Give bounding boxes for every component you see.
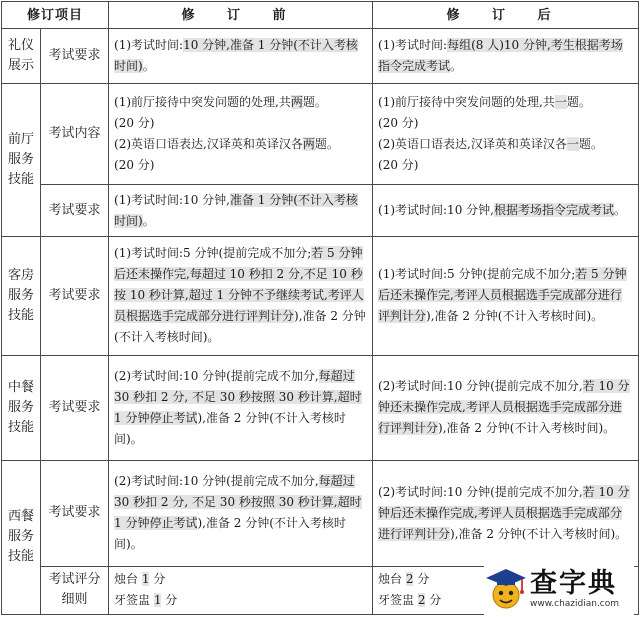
cell-line xyxy=(114,471,367,555)
text-run: (20 分) xyxy=(114,158,155,173)
after-text xyxy=(373,29,639,84)
table-row xyxy=(2,237,639,355)
before-text xyxy=(109,237,373,355)
before-text xyxy=(109,185,373,237)
cell-line xyxy=(378,92,633,113)
text-run: 。 xyxy=(613,203,626,218)
category-label: 中餐服务技能 xyxy=(7,379,34,435)
text-run: (1)考试时间: xyxy=(114,38,184,53)
table-row xyxy=(2,29,639,84)
logo-name: 查字典 xyxy=(530,567,617,599)
text-run: (20 分) xyxy=(378,116,419,131)
text-run: (1)考试时间: xyxy=(378,38,448,53)
text-run: 分 xyxy=(161,593,178,608)
text-run: 烛台 xyxy=(114,572,142,587)
table-row xyxy=(2,84,639,185)
revision-table xyxy=(1,1,639,615)
text-run: ),准备 2 分钟(不计入考核时间)。 xyxy=(114,410,346,446)
cell-line xyxy=(114,92,367,113)
sub-item-cell: 考试内容 xyxy=(41,84,109,185)
after-text xyxy=(373,237,639,355)
text-run: (2)考试时间:10 分钟(提前完成不加分, xyxy=(378,379,583,394)
text-run: (1)前厅接待中突发问题的处理,共 xyxy=(114,95,291,110)
cell-line xyxy=(378,35,633,77)
text-run: 题。 xyxy=(302,95,327,110)
text-run: (20 分) xyxy=(114,116,155,131)
text-run: (2)英语口语表达,汉译英和英译汉各 xyxy=(378,137,567,152)
text-run: 题。 xyxy=(578,137,603,152)
cell-line xyxy=(378,264,633,327)
before-text xyxy=(109,84,373,185)
category-cell xyxy=(2,29,41,84)
text-run: 。 xyxy=(142,213,155,228)
text-run: (1)前厅接待中突发问题的处理,共 xyxy=(378,95,555,110)
text-run: (1)考试时间:5 分钟(提前完成不加分; xyxy=(378,267,576,282)
revised-text: 一 xyxy=(554,95,567,110)
cell-line xyxy=(378,482,633,545)
text-run: (2)英语口语表达,汉译英和英译汉各 xyxy=(114,137,303,152)
cell-line xyxy=(114,134,367,155)
revised-text: 一 xyxy=(566,137,579,152)
sub-item-cell: 考试要求 xyxy=(41,29,109,84)
text-run: ),准备 2 分钟(不计入考核时间)。 xyxy=(114,309,366,345)
site-watermark-logo xyxy=(484,563,634,615)
revised-text: 准备 1 分钟(不计入考核时间) xyxy=(114,192,358,228)
table-row xyxy=(2,460,639,566)
header-after: 修 订 后 xyxy=(373,2,639,29)
text-run: 分 xyxy=(413,572,430,587)
text-run: 题。 xyxy=(566,95,591,110)
text-run: (20 分) xyxy=(378,158,419,173)
sub-item-cell: 考试要求 xyxy=(41,355,109,460)
text-run: (1)考试时间:10 分钟, xyxy=(114,192,230,207)
text-run: ),准备 2 分钟(不计入考核时间)。 xyxy=(114,516,346,552)
text-run: 牙签盅 xyxy=(378,593,418,608)
revised-text: 每超过 30 秒扣 2 分, 不足 30 秒按照 30 秒计算,超时 1 分钟停止考试 xyxy=(114,368,362,425)
logo-url: www.chazidian.com xyxy=(530,598,620,609)
revised-text: 每组(8 人)10 分钟,考生根据考场指令完成考试 xyxy=(378,38,623,74)
revised-text: 若 10 分钟后还未操作完成,考评人员根据选手完成部分进行评判计分 xyxy=(378,484,630,541)
sub-item-cell: 考试评分细则 xyxy=(41,566,109,614)
category-cell xyxy=(2,460,41,614)
table-row xyxy=(2,185,639,237)
cell-line xyxy=(378,155,633,176)
after-text xyxy=(373,84,639,185)
category-cell xyxy=(2,84,41,237)
after-text xyxy=(373,185,639,237)
cell-line xyxy=(378,376,633,439)
revised-text: 1 xyxy=(153,593,162,608)
category-label: 前厅服务技能 xyxy=(7,132,34,188)
cell-line xyxy=(378,134,633,155)
cell-line xyxy=(114,113,367,134)
text-run: (2)考试时间:10 分钟(提前完成不加分, xyxy=(114,474,319,489)
text-run: 分 xyxy=(425,593,442,608)
text-run: (1)考试时间:5 分钟(提前完成不加分; xyxy=(114,246,312,261)
category-label: 礼仪展示 xyxy=(7,38,34,74)
header-before: 修 订 前 xyxy=(109,2,373,29)
before-text xyxy=(109,355,373,460)
table-header-row xyxy=(2,2,639,29)
text-run: 分 xyxy=(149,572,166,587)
revised-text: 若 10 分钟还未操作完成,考评人员根据选手完成部分进行评判计分 xyxy=(378,379,630,436)
revised-text: 2 xyxy=(405,572,414,587)
category-cell xyxy=(2,355,41,460)
revised-text: 1 xyxy=(141,572,150,587)
revised-text: 2 xyxy=(417,593,426,608)
cell-line xyxy=(114,35,367,77)
cell-line xyxy=(114,155,367,176)
text-run: ),准备 2 分钟(不计入考核时间)。 xyxy=(450,526,628,541)
cell-line xyxy=(114,243,367,348)
before-text xyxy=(109,29,373,84)
after-text xyxy=(373,460,639,566)
text-run: (2)考试时间:10 分钟(提前完成不加分, xyxy=(114,368,319,383)
cell-line xyxy=(114,190,367,232)
category-label: 西餐服务技能 xyxy=(7,509,34,565)
revised-text: 两 xyxy=(290,95,303,110)
logo-text xyxy=(530,569,619,610)
sub-item-cell: 考试要求 xyxy=(41,460,109,566)
text-run: ),准备 2 分钟(不计入考核时间)。 xyxy=(426,309,604,324)
text-run: 。 xyxy=(450,59,463,74)
before-text xyxy=(109,566,373,614)
revised-text: 若 5 分钟后还未操作完,考评人员根据选手完成部分进行评判计分 xyxy=(378,267,627,324)
revised-text: 10 分钟,准备 1 分钟(不计入考核时间) xyxy=(114,38,358,74)
cell-line xyxy=(114,366,367,450)
revised-text: 每超过 30 秒扣 2 分, 不足 30 秒按照 30 秒计算,超时 1 分钟停止考试 xyxy=(114,474,362,531)
text-run: (2)考试时间:10 分钟(提前完成不加分, xyxy=(378,484,583,499)
header-item: 修订项目 xyxy=(2,2,109,29)
cell-line xyxy=(378,200,633,221)
table-row xyxy=(2,355,639,460)
after-text xyxy=(373,355,639,460)
revised-text: 根据考场指令完成考试 xyxy=(493,203,614,218)
before-text xyxy=(109,460,373,566)
text-run: 。 xyxy=(142,59,155,74)
sub-item-cell: 考试要求 xyxy=(41,237,109,355)
sub-item-cell: 考试要求 xyxy=(41,185,109,237)
revised-text: 若 5 分钟后还未操作完,每超过 10 秒扣 2 分,不足 10 秒按 10 秒计算,超过 1 分钟不予继续考试,考评人员根据选手完成部分进行评判计分 xyxy=(114,246,364,324)
category-label: 客房服务技能 xyxy=(7,267,34,323)
cell-line xyxy=(114,590,367,611)
graduation-cap-icon xyxy=(484,565,528,613)
text-run: ),准备 2 分钟(不计入考核时间)。 xyxy=(438,421,616,436)
category-cell xyxy=(2,237,41,355)
cell-line xyxy=(114,569,367,590)
text-run: 题。 xyxy=(314,137,339,152)
text-run: (1)考试时间:10 分钟, xyxy=(378,203,494,218)
cell-line xyxy=(378,113,633,134)
text-run: 牙签盅 xyxy=(114,593,154,608)
text-run: 烛台 xyxy=(378,572,406,587)
revised-text: 两 xyxy=(302,137,315,152)
